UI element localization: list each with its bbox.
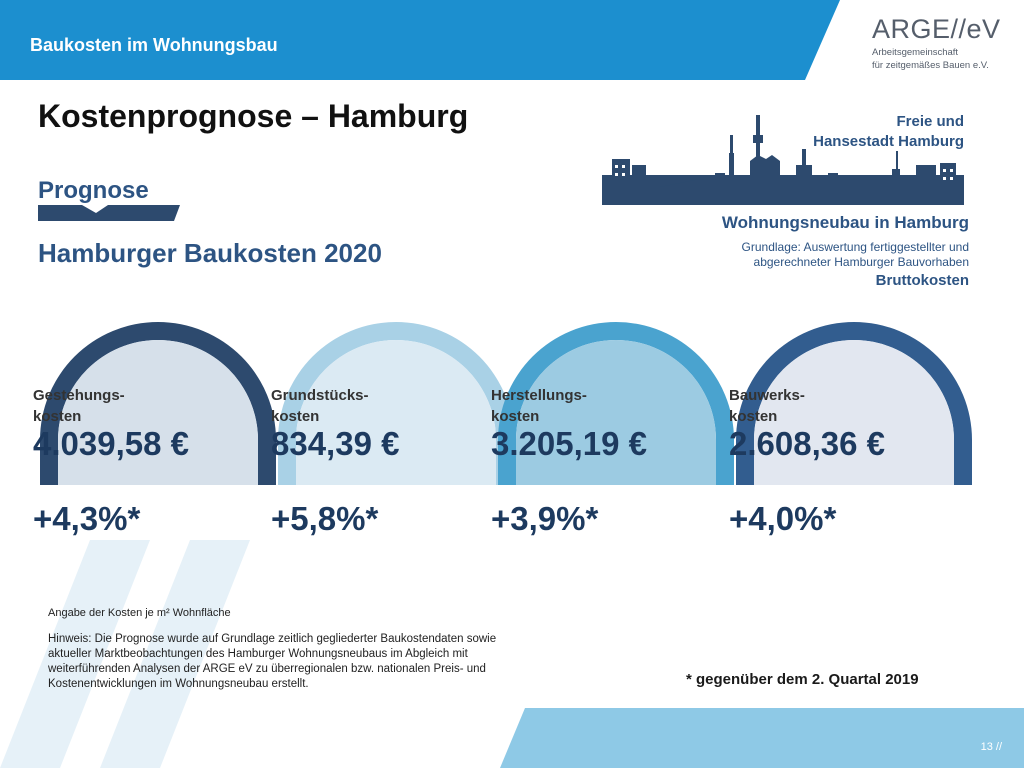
page-title: Kostenprognose – Hamburg (38, 98, 469, 134)
card-label-line-2: kosten (491, 408, 540, 425)
card-value-grundstueckskosten: 834,39 € (271, 425, 400, 462)
logo-sub-text-2: für zeitgemäßes Bauen e.V. (872, 60, 989, 71)
card-label-line-1: Grundstücks- (271, 387, 369, 404)
card-label-line-1: Herstellungs- (491, 387, 587, 404)
logo-main-text: ARGE//eV (872, 14, 1001, 44)
card-label-line-2: kosten (33, 408, 82, 425)
city-line-1: Freie und (896, 113, 964, 130)
topic-title: Wohnungsneubau in Hamburg (721, 213, 969, 232)
header-title: Baukosten im Wohnungsbau (30, 35, 278, 55)
card-change-grundstueckskosten: +5,8%* (271, 500, 379, 537)
arge-logo (872, 14, 1001, 71)
footer-bar (0, 708, 1024, 768)
unit-note: Angabe der Kosten je m² Wohnfläche (48, 607, 231, 619)
footnote: * gegenüber dem 2. Quartal 2019 (686, 671, 919, 688)
card-label-line-1: Gestehungs- (33, 387, 125, 404)
card-label-line-2: kosten (729, 408, 778, 425)
card-label-gestehungskosten (33, 385, 283, 427)
basis-line-1: Grundlage: Auswertung fertiggestellter und (741, 240, 969, 254)
logo-sub-text-1: Arbeitsgemeinschaft (872, 47, 959, 58)
card-label-bauwerkskosten (729, 385, 979, 427)
card-value-bauwerkskosten: 2.608,36 € (729, 425, 885, 462)
section-heading: Hamburger Baukosten 2020 (38, 238, 382, 268)
hamburg-skyline-image (600, 115, 966, 207)
cost-type-label: Bruttokosten (875, 272, 969, 289)
basis-line-2: abgerechneter Hamburger Bauvorhaben (753, 255, 969, 269)
card-value-gestehungskosten: 4.039,58 € (33, 425, 189, 462)
card-change-bauwerkskosten: +4,0%* (729, 500, 837, 537)
card-label-line-2: kosten (271, 408, 320, 425)
page-number: 13 // (980, 741, 1002, 753)
card-value-herstellungskosten: 3.205,19 € (491, 425, 647, 462)
hint-note: Hinweis: Die Prognose wurde auf Grundlage zeitlich gegliederter Baukostendaten sowie aktueller Marktbeobachtungen des Hamburger Wohnungsneubaus im Abgleich mit weiterführenden Analysen der ARGE eV zu überregionalen bzw. nationalen Preis- und Kostenentwicklungen im Wohnungsneubau erstellt. (48, 633, 497, 690)
subtitle-underline (38, 205, 180, 221)
card-change-herstellungskosten: +3,9%* (491, 500, 599, 537)
card-label-grundstueckskosten (271, 385, 521, 427)
card-label-herstellungskosten (491, 385, 741, 427)
basis-text (742, 240, 969, 270)
card-change-gestehungskosten: +4,3%* (33, 500, 141, 537)
section-subtitle: Prognose (38, 177, 149, 204)
card-label-line-1: Bauwerks- (729, 387, 805, 404)
city-line-2: Hansestadt Hamburg (813, 133, 964, 150)
